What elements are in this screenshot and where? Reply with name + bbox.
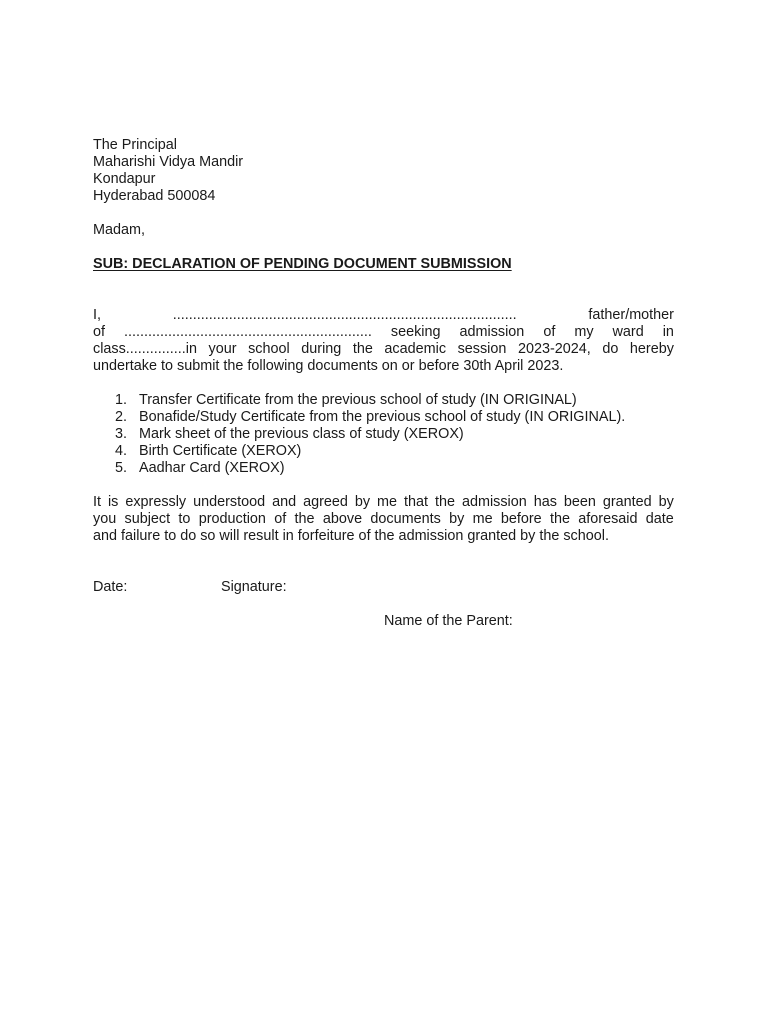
date-label: Date: <box>93 579 128 595</box>
word: my <box>574 324 594 340</box>
documents-list <box>93 392 674 477</box>
word: the <box>294 511 315 527</box>
address-line: The Principal <box>93 137 177 153</box>
word: agreed <box>303 494 348 510</box>
paragraph-row <box>93 341 674 358</box>
word: of <box>543 324 556 340</box>
word: seeking <box>390 324 441 340</box>
address-line: Hyderabad 500084 <box>93 188 216 204</box>
paragraph-row <box>93 307 674 324</box>
word: been <box>563 494 596 510</box>
paragraph-row: undertake to submit the following documents on or before 30th April 2023. <box>93 358 564 374</box>
word: do <box>602 341 619 357</box>
paragraph-row <box>93 511 674 528</box>
word: admission <box>459 324 525 340</box>
word: by <box>449 511 465 527</box>
word: me <box>377 494 398 510</box>
word: above <box>322 511 363 527</box>
word: production <box>198 511 266 527</box>
subject-line: SUB: DECLARATION OF PENDING DOCUMENT SUBMISSION <box>93 256 512 272</box>
word: has <box>533 494 557 510</box>
word: class...............in <box>93 341 197 357</box>
agreement-paragraph <box>93 494 674 545</box>
parent-name-label: Name of the Parent: <box>384 613 513 629</box>
list-item-number: 1. <box>115 392 128 408</box>
list-item-number: 4. <box>115 443 128 459</box>
list-item-number: 3. <box>115 426 128 442</box>
list-item-text: Bonafide/Study Certificate from the previous school of study (IN ORIGINAL). <box>139 409 626 425</box>
word: is <box>107 494 119 510</box>
word: by <box>354 494 371 510</box>
word: date <box>645 511 674 527</box>
list-item <box>93 426 674 443</box>
word: the <box>352 341 373 357</box>
word: father/mother <box>588 307 674 323</box>
recipient-address <box>93 137 674 205</box>
list-item-number: 2. <box>115 409 128 425</box>
letter-page <box>93 137 674 630</box>
word: .............................................................. <box>124 324 372 340</box>
word: before <box>500 511 542 527</box>
word: in <box>662 324 674 340</box>
list-item <box>93 392 674 409</box>
date-signature-row <box>93 579 674 596</box>
list-item <box>93 443 674 460</box>
word: academic <box>384 341 447 357</box>
word: the <box>549 511 570 527</box>
salutation: Madam, <box>93 222 145 238</box>
declaration-paragraph <box>93 307 674 375</box>
word: that <box>403 494 428 510</box>
signature-label: Signature: <box>221 579 287 595</box>
paragraph-row: and failure to do so will result in forfeiture of the admission granted by the school. <box>93 528 609 544</box>
word: aforesaid <box>578 511 638 527</box>
list-item-text: Birth Certificate (XEROX) <box>139 443 302 459</box>
word: the <box>434 494 455 510</box>
word: ...................................................................................... <box>172 307 517 323</box>
word: you <box>93 511 117 527</box>
word: of <box>274 511 287 527</box>
address-line: Kondapur <box>93 171 156 187</box>
list-item-text: Aadhar Card (XEROX) <box>139 460 285 476</box>
address-line: Maharishi Vidya Mandir <box>93 154 244 170</box>
word: I, <box>93 307 101 323</box>
word: to <box>178 511 191 527</box>
word: and <box>272 494 297 510</box>
paragraph-row <box>93 324 674 341</box>
list-item <box>93 409 674 426</box>
word: 2023-2024, <box>517 341 591 357</box>
word: understood <box>193 494 266 510</box>
word: me <box>472 511 493 527</box>
parent-name-row <box>93 613 674 630</box>
list-item-number: 5. <box>115 460 128 476</box>
word: session <box>457 341 507 357</box>
word: granted <box>602 494 652 510</box>
word: your <box>208 341 237 357</box>
word: admission <box>461 494 527 510</box>
word: of <box>93 324 106 340</box>
word: subject <box>124 511 171 527</box>
paragraph-row <box>93 494 674 511</box>
word: hereby <box>629 341 674 357</box>
list-item-text: Transfer Certificate from the previous school of study (IN ORIGINAL) <box>139 392 577 408</box>
word: by <box>658 494 674 510</box>
word: documents <box>370 511 441 527</box>
list-item-text: Mark sheet of the previous class of study (XEROX) <box>139 426 464 442</box>
word: It <box>93 494 101 510</box>
word: school <box>248 341 290 357</box>
word: expressly <box>125 494 187 510</box>
word: during <box>301 341 342 357</box>
word: ward <box>612 324 644 340</box>
list-item <box>93 460 674 477</box>
